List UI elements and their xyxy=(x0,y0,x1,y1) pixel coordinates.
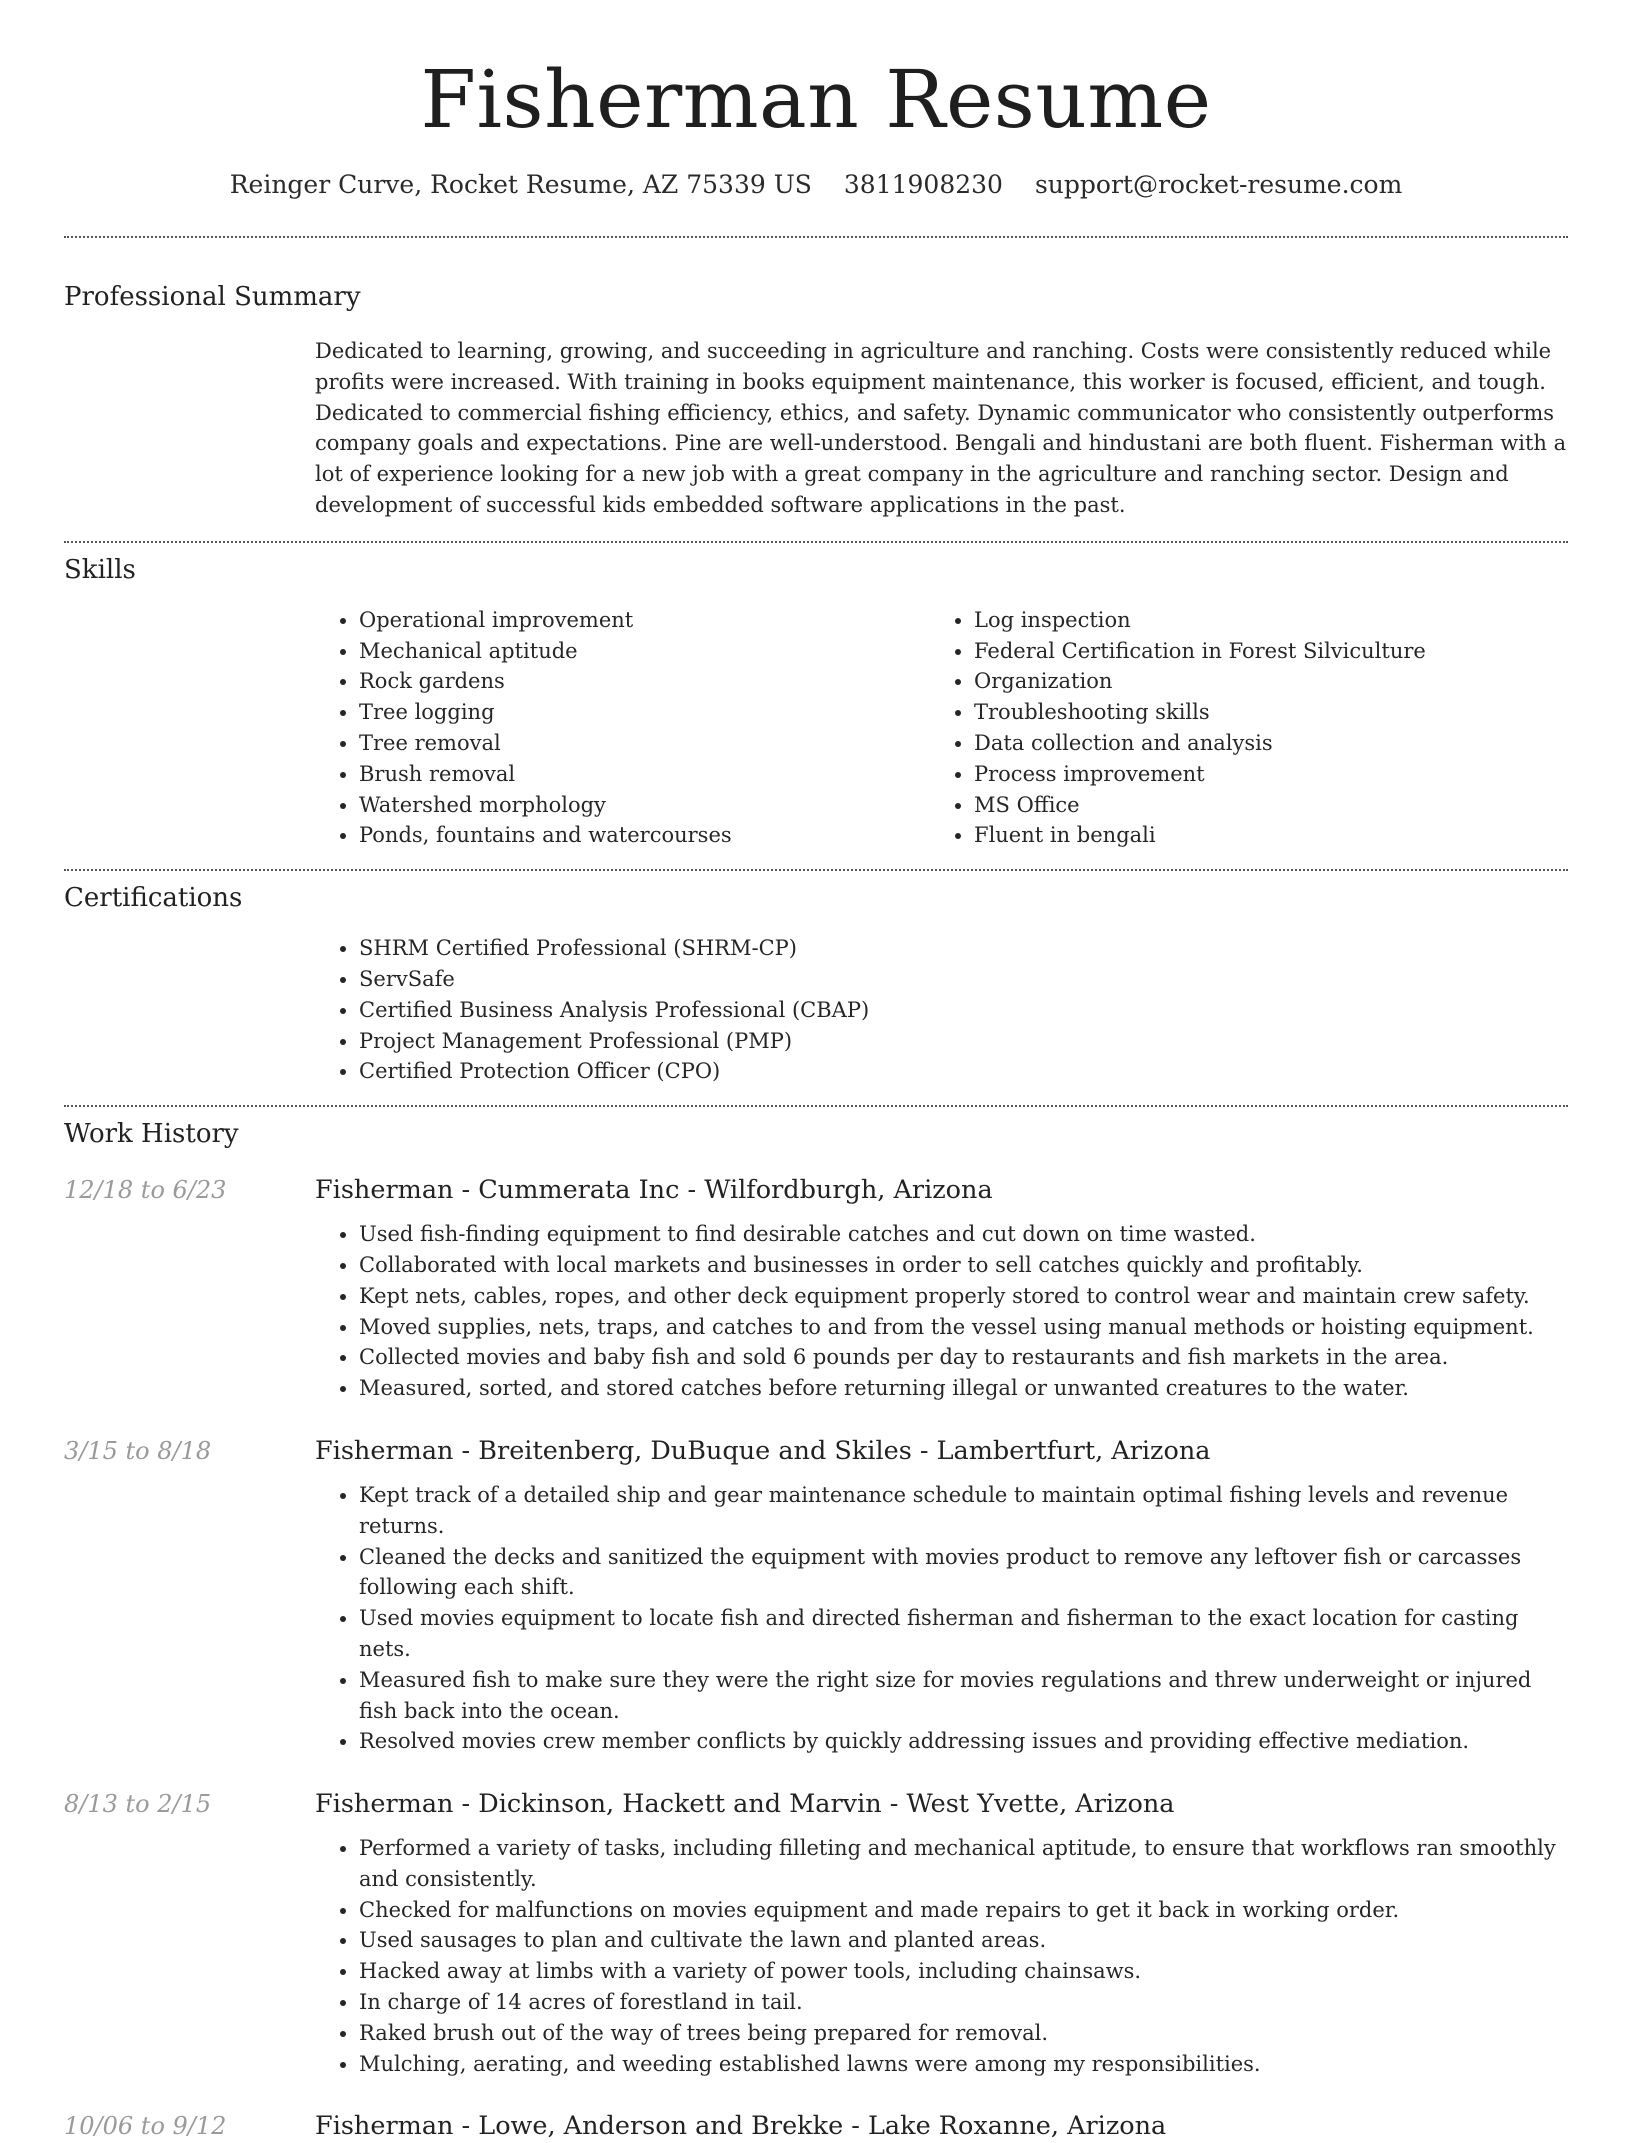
skill-item: • Data collection and analysis xyxy=(974,728,1564,759)
skill-item: • Tree logging xyxy=(359,697,930,728)
skill-item: • Brush removal xyxy=(359,759,930,790)
job-bullet: • Performed a variety of tasks, including filleting and mechanical aptitude, to ensure that workflows ran smoothly and consistently. xyxy=(359,1833,1568,1895)
job-entry xyxy=(64,1173,1568,1404)
skills-list-left xyxy=(315,605,930,851)
job-bullet: • Raked brush out of the way of trees being prepared for removal. xyxy=(359,2018,1568,2049)
job-bullet: • Kept nets, cables, ropes, and other deck equipment properly stored to control wear and maintain crew safety. xyxy=(359,1281,1568,1312)
job-bullet: • Resolved movies crew member conflicts by quickly addressing issues and providing effective mediation. xyxy=(359,1726,1568,1757)
job-title: Fisherman - Dickinson, Hackett and Marvin - West Yvette, Arizona xyxy=(315,1789,1175,1820)
job-dates: 10/06 to 9/12 xyxy=(64,2112,227,2141)
contact-email: support@rocket-resume.com xyxy=(1034,170,1403,199)
skill-item: • Fluent in bengali xyxy=(974,820,1564,851)
divider xyxy=(64,236,1568,238)
contact-phone: 3811908230 xyxy=(843,170,1003,199)
job-entry xyxy=(64,1434,1568,1757)
job-bullet: • Cleaned the decks and sanitized the equipment with movies product to remove any leftover fish or carcasses following each shift. xyxy=(359,1542,1568,1604)
job-bullet: • Kept track of a detailed ship and gear maintenance schedule to maintain optimal fishing levels and revenue returns. xyxy=(359,1480,1568,1542)
skill-item: • Mechanical aptitude xyxy=(359,636,930,667)
skill-item: • Federal Certification in Forest Silviculture xyxy=(974,636,1564,667)
skill-item: • Ponds, fountains and watercourses xyxy=(359,820,930,851)
job-bullets xyxy=(315,1833,1568,2079)
divider xyxy=(64,1105,1568,1107)
certification-item: • Certified Protection Officer (CPO) xyxy=(359,1056,1568,1087)
job-bullet: • Mulching, aerating, and weeding established lawns were among my responsibilities. xyxy=(359,2049,1568,2080)
job-bullets xyxy=(315,1219,1568,1404)
resume-page xyxy=(64,0,1568,2143)
skill-item: • MS Office xyxy=(974,790,1564,821)
job-entry xyxy=(64,1787,1568,2079)
divider xyxy=(64,541,1568,543)
skill-item: • Troubleshooting skills xyxy=(974,697,1564,728)
job-bullet: • Collected movies and baby fish and sold 6 pounds per day to restaurants and fish markets in the area. xyxy=(359,1342,1568,1373)
skill-item: • Log inspection xyxy=(974,605,1564,636)
job-dates: 3/15 to 8/18 xyxy=(64,1436,212,1465)
job-bullet: • Hacked away at limbs with a variety of power tools, including chainsaws. xyxy=(359,1956,1568,1987)
skills-columns xyxy=(315,605,1568,851)
skill-item: • Rock gardens xyxy=(359,666,930,697)
certifications-heading: Certifications xyxy=(64,883,243,914)
job-title: Fisherman - Cummerata Inc - Wilfordburgh, Arizona xyxy=(315,1175,993,1206)
skill-item: • Operational improvement xyxy=(359,605,930,636)
job-bullet: • Collaborated with local markets and businesses in order to sell catches quickly and profitably. xyxy=(359,1250,1568,1281)
skill-item: • Organization xyxy=(974,666,1564,697)
skills-list-right xyxy=(930,605,1564,851)
job-bullet: • Used sausages to plan and cultivate the lawn and planted areas. xyxy=(359,1925,1568,1956)
skill-item: • Watershed morphology xyxy=(359,790,930,821)
job-dates: 8/13 to 2/15 xyxy=(64,1790,212,1819)
job-bullet: • Checked for malfunctions on movies equipment and made repairs to get it back in working order. xyxy=(359,1895,1568,1926)
job-entry xyxy=(64,2109,1568,2143)
certification-item: • Project Management Professional (PMP) xyxy=(359,1026,1568,1057)
skill-item: • Tree removal xyxy=(359,728,930,759)
certification-item: • SHRM Certified Professional (SHRM-CP) xyxy=(359,933,1568,964)
job-title: Fisherman - Breitenberg, DuBuque and Skiles - Lambertfurt, Arizona xyxy=(315,1435,1211,1466)
job-title: Fisherman - Lowe, Anderson and Brekke - Lake Roxanne, Arizona xyxy=(315,2111,1167,2142)
job-bullet: • Used fish-finding equipment to find desirable catches and cut down on time wasted. xyxy=(359,1219,1568,1250)
resume-title: Fisherman Resume xyxy=(420,53,1212,146)
certification-item: • Certified Business Analysis Professional (CBAP) xyxy=(359,995,1568,1026)
work-history-heading: Work History xyxy=(64,1119,239,1150)
contact-line xyxy=(64,168,1568,202)
contact-address: Reinger Curve, Rocket Resume, AZ 75339 US xyxy=(229,170,812,199)
job-bullet: • Measured fish to make sure they were the right size for movies regulations and threw underweight or injured fish back into the ocean. xyxy=(359,1665,1568,1727)
summary-heading: Professional Summary xyxy=(64,282,361,312)
certification-item: • ServSafe xyxy=(359,964,1568,995)
skills-heading: Skills xyxy=(64,554,136,585)
job-dates: 12/18 to 6/23 xyxy=(64,1176,227,1205)
skill-item: • Process improvement xyxy=(974,759,1564,790)
job-bullet: • Moved supplies, nets, traps, and catches to and from the vessel using manual methods or hoisting equipment. xyxy=(359,1312,1568,1343)
job-bullet: • Used movies equipment to locate fish and directed fisherman and fisherman to the exact location for casting nets. xyxy=(359,1603,1568,1665)
divider xyxy=(64,869,1568,871)
job-bullet: • Measured, sorted, and stored catches before returning illegal or unwanted creatures to the water. xyxy=(359,1373,1568,1404)
job-bullet: • In charge of 14 acres of forestland in tail. xyxy=(359,1987,1568,2018)
job-bullets xyxy=(315,1480,1568,1757)
summary-text: Dedicated to learning, growing, and succeeding in agriculture and ranching. Costs were consistently reduced while profits were increased. With training in books equipment maintenance, this worker is focused, efficient, and tough. Dedicated to commercial fishing efficiency, ethics, and safety. Dynamic communicator who consistently outperforms company goals and expectations. Pine are well-understood. Bengali and hindustani are both fluent. Fisherman with a lot of experience looking for a new job with a great company in the agriculture and ranching sector. Design and development of successful kids embedded software applications in the past. xyxy=(315,339,1567,517)
certifications-list xyxy=(315,933,1568,1087)
